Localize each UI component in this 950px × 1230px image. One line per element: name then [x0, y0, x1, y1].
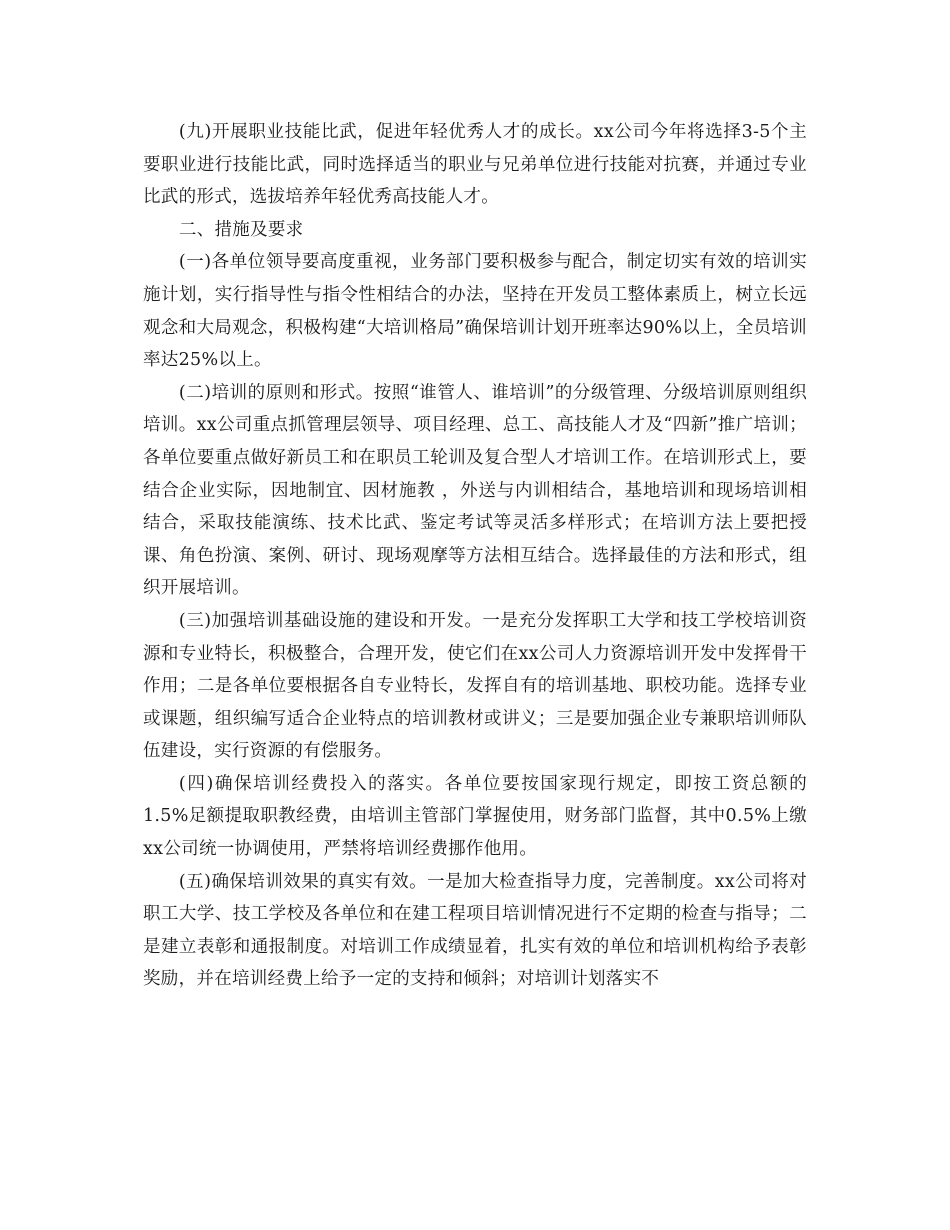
paragraph-infrastructure: (三)加强培训基础设施的建设和开发。一是充分发挥职工大学和技工学校培训资源和专业特长，积极整合，合理开发，使它们在xx公司人力资源培训开发中发挥骨干作用；二是各单位要根据各自专业特长，发挥自有的培训基地、职校功能。选择专业或课题，组织编写适合企业特点的培训教材或讲义；三是要加强企业专兼职培训师队伍建设，实行资源的有偿服务。 — [143, 610, 807, 762]
paragraph-effectiveness: (五)确保培训效果的真实有效。一是加大检查指导力度，完善制度。xx公司将对职工大学、技工学校及各单位和在建工程项目培训情况进行不定期的检查与指导；二是建立表彰和通报制度。对培训工作成绩显着，扎实有效的单位和培训机构给予表彰奖励，并在培训经费上给予一定的支持和倾斜；对培训计划落实不 — [143, 871, 807, 990]
section-heading-measures: 二、措施及要求 — [178, 219, 304, 240]
document-body — [143, 116, 807, 996]
paragraph-principles-forms: (二)培训的原则和形式。按照“谁管人、谁培训”的分级管理、分级培训原则组织培训。xx公司重点抓管理层领导、项目经理、总工、高技能人才及“四新”推广培训；各单位要重点做好新员工和在职员工轮训及复合型人才培训工作。在培训形式上，要结合企业实际，因地制宜、因材施教 ，外送与内训相结合，基地培训和现场培训相结合，采取技能演练、技术比武、鉴定考试等灵活多样形式；在培训方法上要把授课、角色扮演、案例、研讨、现场观摩等方法相互结合。选择最佳的方法和形式，组织开展培训。 — [143, 382, 807, 599]
paragraph-funding: (四)确保培训经费投入的落实。各单位要按国家现行规定，即按工资总额的1.5%足额提取职教经费，由培训主管部门掌握使用，财务部门监督，其中0.5%上缴xx公司统一协调使用，严禁将培训经费挪作他用。 — [143, 773, 807, 860]
paragraph-leadership: (一)各单位领导要高度重视，业务部门要积极参与配合，制定切实有效的培训实施计划，实行指导性与指令性相结合的办法，坚持在开发员工整体素质上，树立长远观念和大局观念，积极构建“大培训格局”确保培训计划开班率达90%以上，全员培训率达25%以上。 — [143, 252, 807, 371]
paragraph-skill-competition: (九)开展职业技能比武，促进年轻优秀人才的成长。xx公司今年将选择3-5个主要职业进行技能比武，同时选择适当的职业与兄弟单位进行技能对抗赛，并通过专业比武的形式，选拔培养年轻优秀高技能人才。 — [143, 122, 807, 208]
